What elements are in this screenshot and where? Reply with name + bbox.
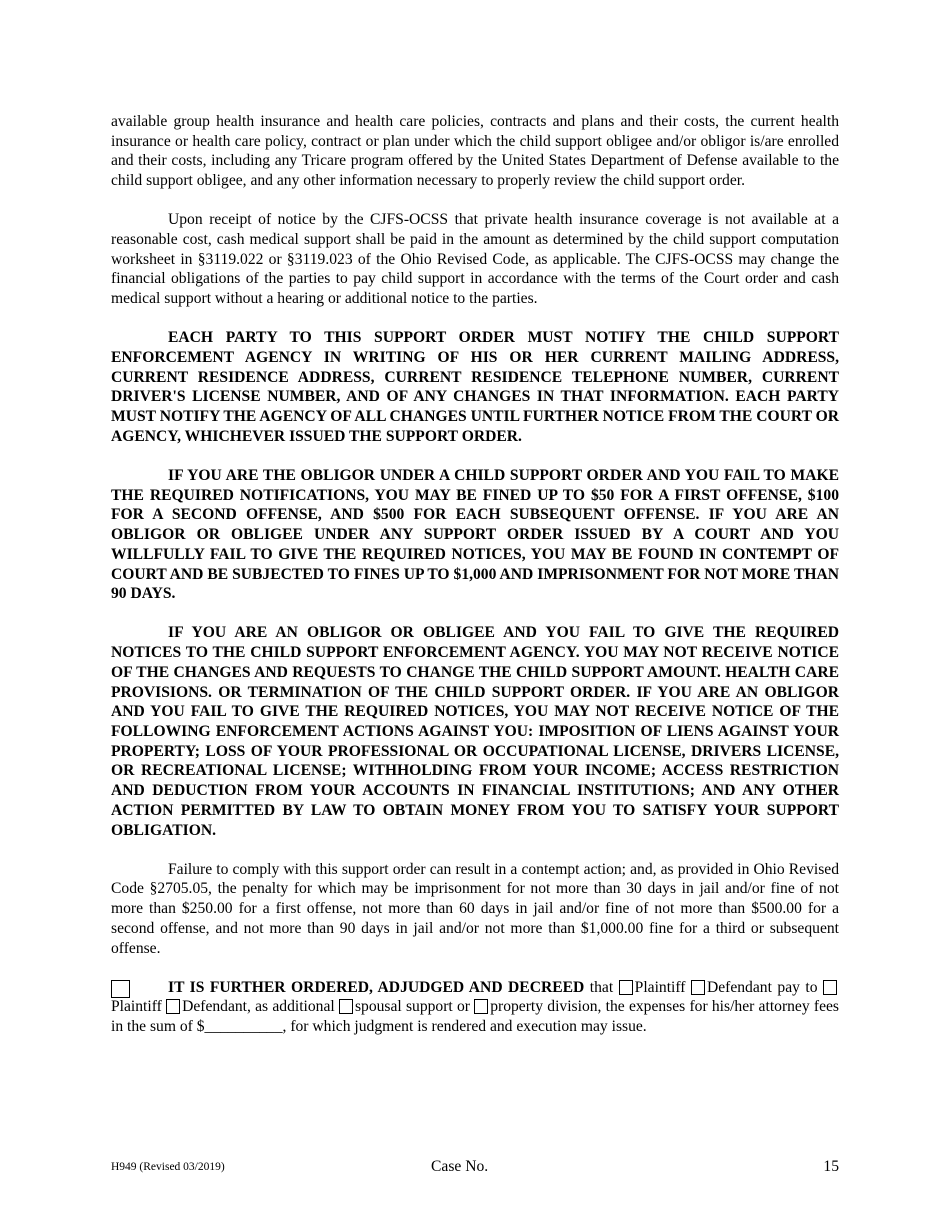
document-page [111,112,839,1037]
payor-plaintiff-label: Plaintiff [634,978,691,996]
attorney-fees-order [111,978,839,1037]
paragraph-cash-medical-support: Upon receipt of notice by the CJFS-OCSS that private health insurance coverage is not available at a reasonable cost, cash medical support shall be paid in the amount as determined by the child support computation worksheet in §3119.022 or §3119.023 of the Ohio Revised Code, as applicable. The CJFS-OCSS may change the financial obligations of the parties to pay child support in accordance with the terms of the Court order and cash medical support without a hearing or additional notice to the parties. [111,211,839,308]
page-number: 15 [823,1158,839,1175]
property-division-checkbox[interactable] [474,999,488,1014]
attorney-fees-order-text: IT IS FURTHER ORDERED, ADJUDGED AND DECREED that Plaintiff Defendant pay to Plaintiff Defendant, as additional spousal support or property division, the expenses for his/her attorney fees in the sum of $__________, for which judgment is rendered and execution may issue. [111,978,839,1036]
payee-plaintiff-checkbox[interactable] [823,980,837,995]
attorney-fees-order-checkbox[interactable] [111,980,130,998]
paragraph-health-insurance-info: available group health insurance and health care policies, contracts and plans and their costs, the current health insurance or health care policy, contract or plan under which the child support obligee and/or obligor is/are enrolled and their costs, including any Tricare program offered by the United States Department of Defense available to the child support obligee, and any other information necessary to properly review the child support order. [111,113,839,190]
paragraph-fines-notice: IF YOU ARE THE OBLIGOR UNDER A CHILD SUPPORT ORDER AND YOU FAIL TO MAKE THE REQUIRED NOTIFICATIONS, YOU MAY BE FINED UP TO $50 FOR A FIRST OFFENSE, $100 FOR A SECOND OFFENSE, AND $500 FOR EACH SUBSEQUENT OFFENSE. IF YOU ARE AN OBLIGOR OR OBLIGEE UNDER ANY SUPPORT ORDER ISSUED BY A COURT AND YOU WILLFULLY FAIL TO GIVE THE REQUIRED NOTICES, YOU MAY BE FOUND IN CONTEMPT OF COURT AND BE SUBJECTED TO FINES UP TO $1,000 AND IMPRISONMENT FOR NOT MORE THAN 90 DAYS. [111,467,839,603]
payor-defendant-label: Defendant [706,978,772,996]
payor-plaintiff-checkbox[interactable] [619,980,633,995]
order-heading: IT IS FURTHER ORDERED, ADJUDGED AND DECREED [168,978,585,996]
payee-plaintiff-label: Plaintiff [111,998,167,1016]
payor-defendant-checkbox[interactable] [691,980,705,995]
paragraph-notify-agency-notice: EACH PARTY TO THIS SUPPORT ORDER MUST NOTIFY THE CHILD SUPPORT ENFORCEMENT AGENCY IN WRITING OF HIS OR HER CURRENT MAILING ADDRESS, CURRENT RESIDENCE ADDRESS, CURRENT RESIDENCE TELEPHONE NUMBER, CURRENT DRIVER'S LICENSE NUMBER, AND OF ANY CHANGES IN THAT INFORMATION. EACH PARTY MUST NOTIFY THE AGENCY OF ALL CHANGES UNTIL FURTHER NOTICE FROM THE COURT OR AGENCY, WHICHEVER ISSUED THE SUPPORT ORDER. [111,329,839,445]
payee-defendant-checkbox[interactable] [166,999,180,1014]
spousal-support-checkbox[interactable] [339,999,353,1014]
form-id: H949 (Revised 03/2019) [111,1161,225,1173]
spousal-support-label: spousal support or [354,998,475,1016]
case-number-label: Case No. [431,1158,489,1175]
property-division-label: property division, the expenses for his/her attorney fees in the sum of $__________, for which judgment is rendered and execution may issue. [111,998,839,1036]
paragraph-enforcement-actions-notice: IF YOU ARE AN OBLIGOR OR OBLIGEE AND YOU FAIL TO GIVE THE REQUIRED NOTICES TO THE CHILD SUPPORT ENFORCEMENT AGENCY. YOU MAY NOT RECEIVE NOTICE OF THE CHANGES AND REQUESTS TO CHANGE THE CHILD SUPPORT AMOUNT. HEALTH CARE PROVISIONS. OR TERMINATION OF THE CHILD SUPPORT ORDER. IF YOU ARE AN OBLIGOR AND YOU FAIL TO GIVE THE REQUIRED NOTICES, YOU MAY NOT RECEIVE NOTICE OF THE FOLLOWING ENFORCEMENT ACTIONS AGAINST YOU: IMPOSITION OF LIENS AGAINST YOUR PROPERTY; LOSS OF YOUR PROFESSIONAL OR OCCUPATIONAL LICENSE, DRIVERS LICENSE, OR RECREATIONAL LICENSE; WITHHOLDING FROM YOUR INCOME; ACCESS RESTRICTION AND DEDUCTION FROM YOUR ACCOUNTS IN FINANCIAL INSTITUTIONS; AND ANY OTHER ACTION PERMITTED BY LAW TO OBTAIN MONEY FROM YOU TO SATISFY YOUR SUPPORT OBLIGATION. [111,624,839,839]
paragraph-contempt-penalty: Failure to comply with this support order can result in a contempt action; and, as provided in Ohio Revised Code §2705.05, the penalty for which may be imprisonment for not more than 30 days in jail and/or fine of not more than $250.00 for a first offense, not more than 60 days in jail and/or fine of not more than $500.00 for a second offense, and not more than 90 days in jail and/or not more than $1,000.00 fine for a third or subsequent offense. [111,860,839,957]
payee-defendant-label: Defendant, as additional [182,998,339,1016]
page-footer [111,1158,839,1180]
